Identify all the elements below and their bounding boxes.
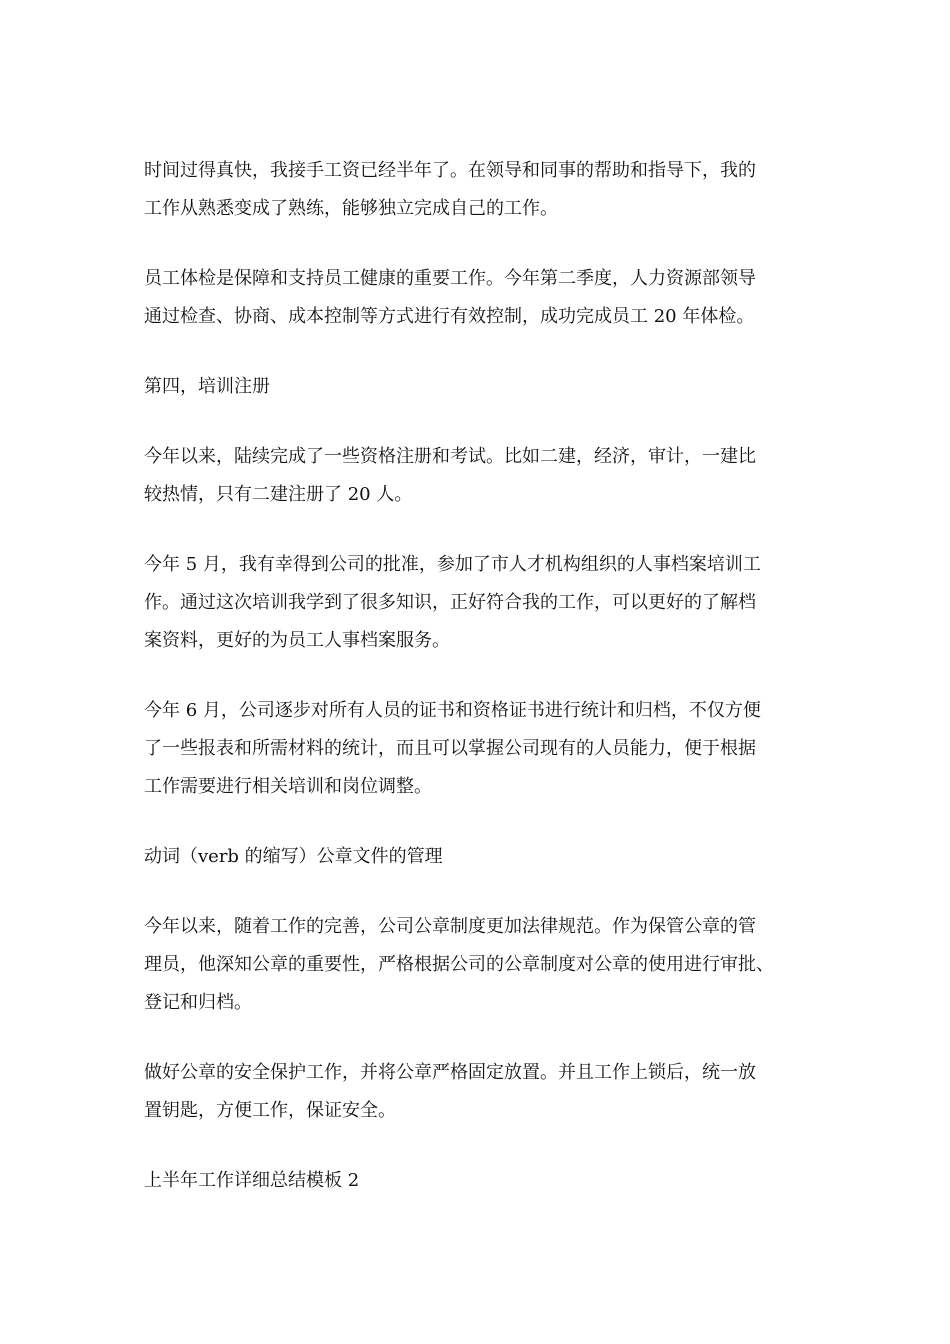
text-line: 置钥匙，方便工作，保证安全。 (144, 1100, 396, 1121)
text-line: 上半年工作详细总结模板 2 (144, 1170, 360, 1191)
paragraph (144, 152, 814, 228)
section-heading (144, 368, 814, 406)
text-line: 案资料，更好的为员工人事档案服务。 (144, 630, 450, 651)
text-line: 动词（verb 的缩写）公章文件的管理 (144, 846, 443, 867)
paragraph (144, 260, 814, 336)
text-line: 今年 6 月，公司逐步对所有人员的证书和资格证书进行统计和归档，不仅方便 (144, 700, 761, 721)
section-heading (144, 838, 814, 876)
text-line: 工作从熟悉变成了熟练，能够独立完成自己的工作。 (144, 198, 558, 219)
text-line: 登记和归档。 (144, 992, 252, 1013)
text-line: 今年 5 月，我有幸得到公司的批准，参加了市人才机构组织的人事档案培训工 (144, 554, 761, 575)
text-line: 理员，他深知公章的重要性，严格根据公司的公章制度对公章的使用进行审批、 (144, 954, 774, 975)
text-line: 员工体检是保障和支持员工健康的重要工作。今年第二季度，人力资源部领导 (144, 268, 756, 289)
text-line: 今年以来，随着工作的完善，公司公章制度更加法律规范。作为保管公章的管 (144, 916, 756, 937)
text-line: 做好公章的安全保护工作，并将公章严格固定放置。并且工作上锁后，统一放 (144, 1062, 756, 1083)
text-line: 今年以来，陆续完成了一些资格注册和考试。比如二建，经济，审计，一建比 (144, 446, 756, 467)
paragraph (144, 692, 814, 806)
section-heading (144, 1162, 814, 1200)
paragraph (144, 438, 814, 514)
text-line: 作。通过这次培训我学到了很多知识，正好符合我的工作，可以更好的了解档 (144, 592, 756, 613)
text-line: 第四，培训注册 (144, 376, 270, 397)
document-body (144, 152, 814, 1232)
text-line: 工作需要进行相关培训和岗位调整。 (144, 776, 432, 797)
paragraph (144, 1054, 814, 1130)
paragraph (144, 908, 814, 1022)
text-line: 了一些报表和所需材料的统计，而且可以掌握公司现有的人员能力，便于根据 (144, 738, 756, 759)
text-line: 较热情，只有二建注册了 20 人。 (144, 484, 413, 505)
paragraph (144, 546, 814, 660)
text-line: 时间过得真快，我接手工资已经半年了。在领导和同事的帮助和指导下，我的 (144, 160, 756, 181)
text-line: 通过检查、协商、成本控制等方式进行有效控制，成功完成员工 20 年体检。 (144, 306, 755, 327)
